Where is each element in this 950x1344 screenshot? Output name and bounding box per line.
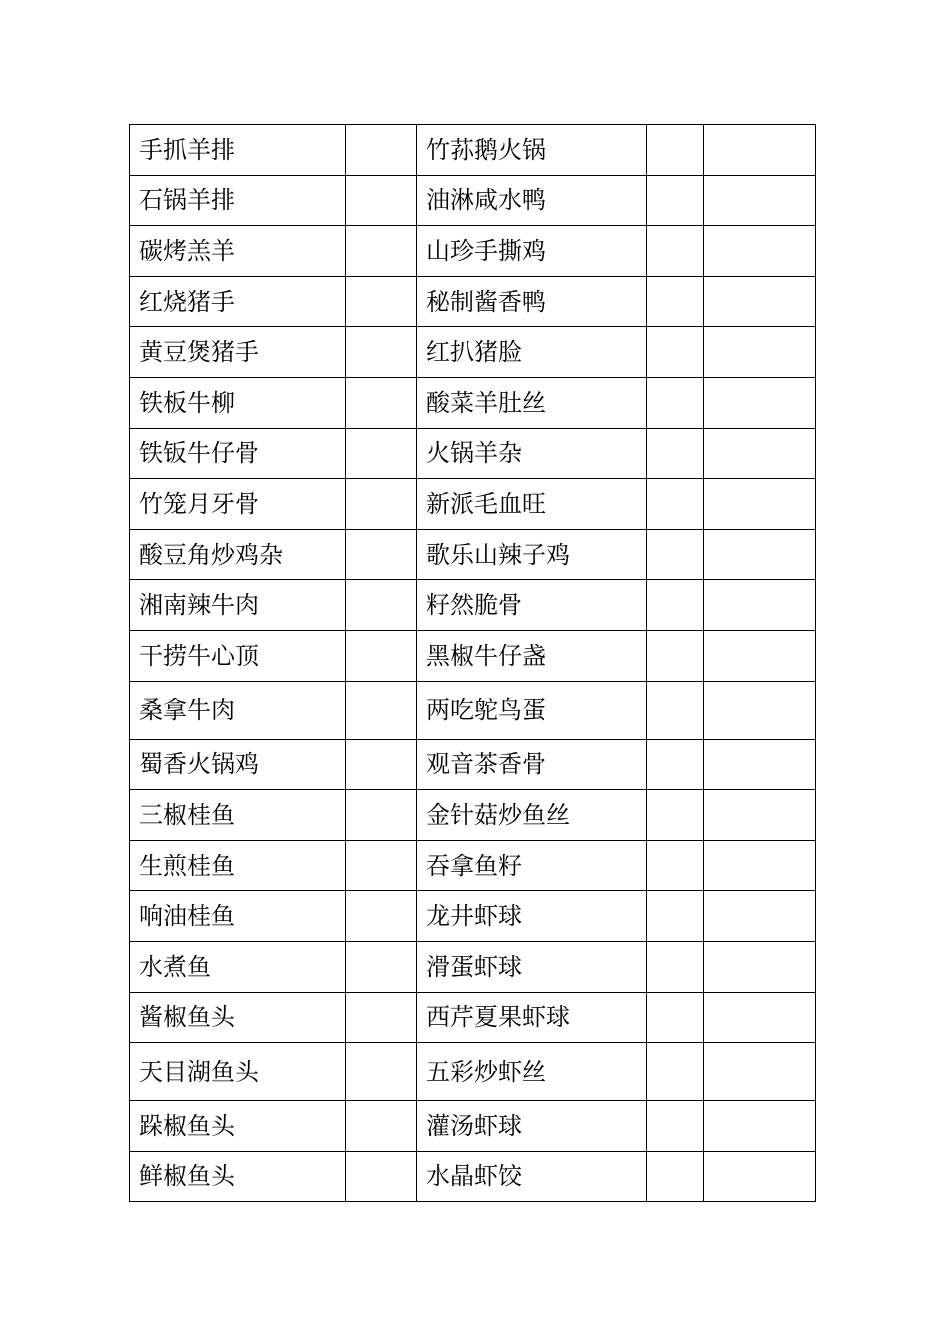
table-row — [130, 580, 816, 631]
empty-cell — [346, 175, 417, 226]
empty-cell — [647, 739, 704, 790]
table-row — [130, 226, 816, 277]
empty-cell — [647, 630, 704, 681]
empty-cell — [346, 428, 417, 479]
dish-name-right: 酸菜羊肚丝 — [417, 377, 647, 428]
empty-cell — [346, 891, 417, 942]
dish-name-right: 红扒猪脸 — [417, 327, 647, 378]
empty-cell — [647, 1151, 704, 1202]
table-row — [130, 840, 816, 891]
empty-cell — [704, 891, 816, 942]
empty-cell — [346, 276, 417, 327]
table-row — [130, 941, 816, 992]
dish-name-left: 碳烤羔羊 — [130, 226, 346, 277]
table-row — [130, 790, 816, 841]
dish-name-left: 红烧猪手 — [130, 276, 346, 327]
dish-name-left: 水煮鱼 — [130, 941, 346, 992]
empty-cell — [346, 529, 417, 580]
empty-cell — [346, 630, 417, 681]
dish-name-left: 铁板牛柳 — [130, 377, 346, 428]
empty-cell — [647, 992, 704, 1043]
empty-cell — [647, 681, 704, 739]
table-row — [130, 175, 816, 226]
dish-name-left: 干捞牛心顶 — [130, 630, 346, 681]
dish-name-right: 灌汤虾球 — [417, 1101, 647, 1152]
empty-cell — [704, 790, 816, 841]
empty-cell — [704, 630, 816, 681]
empty-cell — [704, 479, 816, 530]
empty-cell — [704, 428, 816, 479]
dish-name-right: 歌乐山辣子鸡 — [417, 529, 647, 580]
empty-cell — [647, 790, 704, 841]
empty-cell — [704, 739, 816, 790]
empty-cell — [647, 479, 704, 530]
table-row — [130, 1151, 816, 1202]
empty-cell — [346, 226, 417, 277]
empty-cell — [647, 276, 704, 327]
empty-cell — [346, 479, 417, 530]
dish-name-left: 三椒桂鱼 — [130, 790, 346, 841]
dish-name-left: 天目湖鱼头 — [130, 1043, 346, 1101]
empty-cell — [647, 580, 704, 631]
empty-cell — [647, 175, 704, 226]
empty-cell — [346, 327, 417, 378]
empty-cell — [346, 840, 417, 891]
dish-name-left: 蜀香火锅鸡 — [130, 739, 346, 790]
table-row — [130, 739, 816, 790]
table-row — [130, 125, 816, 176]
menu-table — [129, 124, 816, 1202]
empty-cell — [647, 941, 704, 992]
empty-cell — [346, 125, 417, 176]
empty-cell — [647, 226, 704, 277]
empty-cell — [346, 1101, 417, 1152]
empty-cell — [704, 175, 816, 226]
dish-name-left: 黄豆煲猪手 — [130, 327, 346, 378]
dish-name-right: 秘制酱香鸭 — [417, 276, 647, 327]
table-row — [130, 529, 816, 580]
dish-name-right: 金针菇炒鱼丝 — [417, 790, 647, 841]
empty-cell — [346, 790, 417, 841]
dish-name-right: 龙井虾球 — [417, 891, 647, 942]
empty-cell — [704, 125, 816, 176]
dish-name-left: 鲜椒鱼头 — [130, 1151, 346, 1202]
dish-name-right: 滑蛋虾球 — [417, 941, 647, 992]
dish-name-right: 西芹夏果虾球 — [417, 992, 647, 1043]
empty-cell — [647, 1043, 704, 1101]
empty-cell — [647, 428, 704, 479]
empty-cell — [647, 125, 704, 176]
dish-name-left: 生煎桂鱼 — [130, 840, 346, 891]
empty-cell — [647, 529, 704, 580]
dish-name-right: 五彩炒虾丝 — [417, 1043, 647, 1101]
empty-cell — [647, 891, 704, 942]
table-row — [130, 479, 816, 530]
table-row — [130, 428, 816, 479]
empty-cell — [647, 377, 704, 428]
empty-cell — [647, 1101, 704, 1152]
empty-cell — [704, 529, 816, 580]
dish-name-left: 酸豆角炒鸡杂 — [130, 529, 346, 580]
empty-cell — [346, 739, 417, 790]
empty-cell — [346, 681, 417, 739]
empty-cell — [346, 580, 417, 631]
dish-name-right: 竹荪鹅火锅 — [417, 125, 647, 176]
table-row — [130, 1101, 816, 1152]
dish-name-right: 油淋咸水鸭 — [417, 175, 647, 226]
dish-name-left: 跺椒鱼头 — [130, 1101, 346, 1152]
empty-cell — [346, 992, 417, 1043]
empty-cell — [704, 681, 816, 739]
table-row — [130, 681, 816, 739]
empty-cell — [647, 327, 704, 378]
dish-name-right: 吞拿鱼籽 — [417, 840, 647, 891]
dish-name-left: 石锅羊排 — [130, 175, 346, 226]
dish-name-right: 观音茶香骨 — [417, 739, 647, 790]
dish-name-left: 竹笼月牙骨 — [130, 479, 346, 530]
empty-cell — [704, 580, 816, 631]
dish-name-left: 响油桂鱼 — [130, 891, 346, 942]
dish-name-right: 火锅羊杂 — [417, 428, 647, 479]
dish-name-left: 桑拿牛肉 — [130, 681, 346, 739]
dish-name-right: 水晶虾饺 — [417, 1151, 647, 1202]
dish-name-left: 酱椒鱼头 — [130, 992, 346, 1043]
empty-cell — [704, 327, 816, 378]
table-row — [130, 327, 816, 378]
empty-cell — [704, 840, 816, 891]
table-row — [130, 276, 816, 327]
dish-name-right: 新派毛血旺 — [417, 479, 647, 530]
table-row — [130, 377, 816, 428]
dish-name-right: 黑椒牛仔盏 — [417, 630, 647, 681]
table-row — [130, 630, 816, 681]
empty-cell — [346, 377, 417, 428]
empty-cell — [704, 226, 816, 277]
dish-name-right: 籽然脆骨 — [417, 580, 647, 631]
table-row — [130, 891, 816, 942]
empty-cell — [704, 377, 816, 428]
dish-name-left: 铁钣牛仔骨 — [130, 428, 346, 479]
dish-name-left: 湘南辣牛肉 — [130, 580, 346, 631]
dish-name-right: 两吃鸵鸟蛋 — [417, 681, 647, 739]
empty-cell — [704, 1101, 816, 1152]
empty-cell — [704, 276, 816, 327]
table-row — [130, 1043, 816, 1101]
menu-table-body — [130, 125, 816, 1202]
empty-cell — [704, 1043, 816, 1101]
empty-cell — [704, 1151, 816, 1202]
empty-cell — [647, 840, 704, 891]
empty-cell — [346, 1151, 417, 1202]
empty-cell — [346, 1043, 417, 1101]
empty-cell — [704, 992, 816, 1043]
dish-name-right: 山珍手撕鸡 — [417, 226, 647, 277]
empty-cell — [346, 941, 417, 992]
table-row — [130, 992, 816, 1043]
empty-cell — [704, 941, 816, 992]
dish-name-left: 手抓羊排 — [130, 125, 346, 176]
